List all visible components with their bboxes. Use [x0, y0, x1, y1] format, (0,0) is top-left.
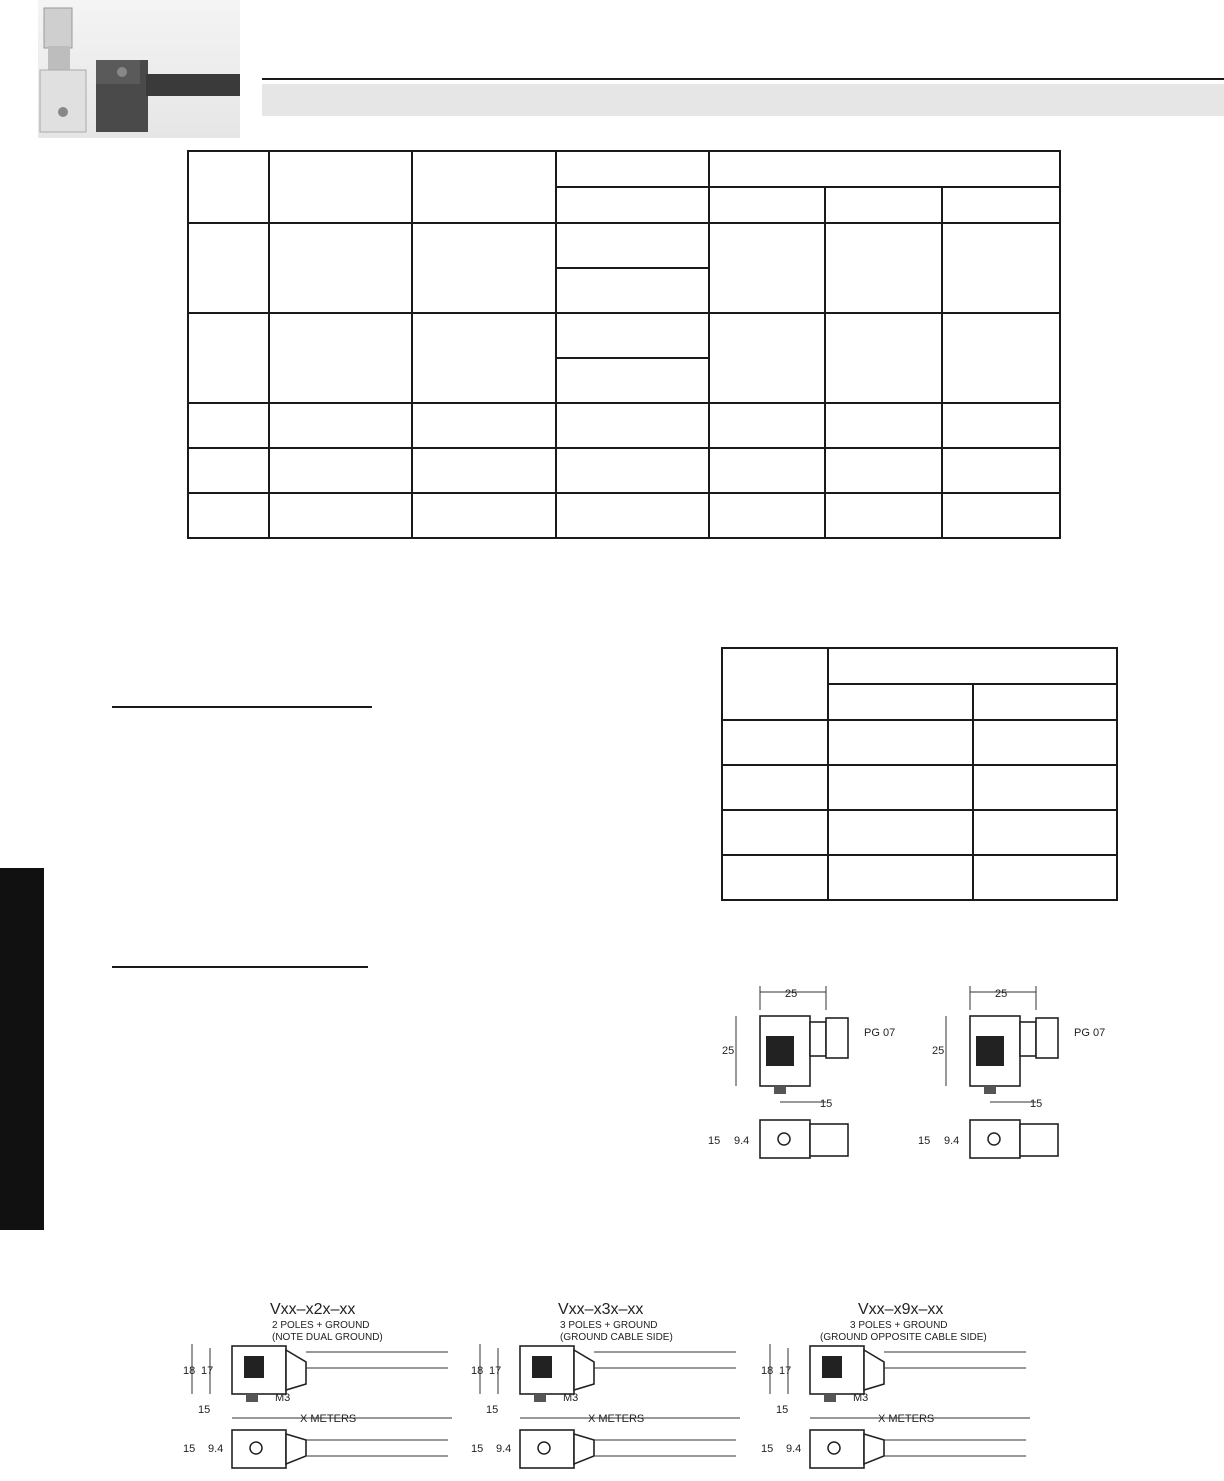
- table-cell: [556, 187, 709, 223]
- table-cell: [556, 268, 709, 313]
- table-cell: [269, 223, 413, 313]
- table-cell: [412, 493, 556, 538]
- dim-base-height: 15: [918, 1135, 931, 1147]
- table-cell: [942, 493, 1060, 538]
- table-cell: [412, 223, 556, 313]
- cable-length: X METERS: [300, 1413, 357, 1425]
- table-cell: [269, 151, 413, 223]
- table-cell: [188, 151, 269, 223]
- table-cell: [722, 648, 828, 720]
- cable-drawing-1: [183, 1301, 452, 1468]
- cable-ground-note: (NOTE DUAL GROUND): [272, 1332, 383, 1343]
- table-cell: [556, 493, 709, 538]
- table-cell: [942, 403, 1060, 448]
- dim-inner: 17: [779, 1365, 792, 1377]
- table-cell: [722, 855, 828, 900]
- cable-drawing-2: [471, 1301, 740, 1468]
- cable-model: Vxx–x9x–xx: [858, 1301, 944, 1318]
- table-cell: [825, 223, 942, 313]
- table-cell: [269, 403, 413, 448]
- cable-length: X METERS: [878, 1413, 935, 1425]
- table-cell: [942, 187, 1060, 223]
- table-row: [722, 648, 1117, 684]
- connector-photo-illustration: [38, 0, 240, 138]
- connector-drawing-2: [918, 986, 1105, 1158]
- dim-base-outer: 15: [761, 1443, 774, 1455]
- screw-label: M3: [275, 1392, 291, 1404]
- thread-label: PG 07: [864, 1027, 896, 1039]
- table-cell: [828, 720, 972, 765]
- cable-ground-note: (GROUND OPPOSITE CABLE SIDE): [820, 1332, 987, 1343]
- dim-base-inner: 9.4: [496, 1443, 512, 1455]
- cable-model: Vxx–x2x–xx: [270, 1301, 356, 1318]
- table-cell: [556, 358, 709, 403]
- dim-height: 25: [722, 1045, 735, 1057]
- dim-inner: 17: [489, 1365, 502, 1377]
- dim-outer: 18: [471, 1365, 484, 1377]
- dim-inner: 17: [201, 1365, 214, 1377]
- table-cell: [828, 810, 972, 855]
- table-cell: [973, 720, 1117, 765]
- table-cell: [556, 151, 709, 187]
- dim-width: 25: [995, 988, 1008, 1000]
- secondary-table: [721, 647, 1118, 901]
- dim-base-inner: 9.4: [944, 1135, 960, 1147]
- cable-poles: 2 POLES + GROUND: [272, 1320, 370, 1331]
- table-row: [188, 223, 1060, 268]
- table-row: [188, 403, 1060, 448]
- dim-outer: 18: [183, 1365, 196, 1377]
- cable-poles: 3 POLES + GROUND: [560, 1320, 658, 1331]
- dim-base-inner: 9.4: [208, 1443, 224, 1455]
- table-cell: [188, 493, 269, 538]
- dim-offset: 15: [1030, 1098, 1043, 1110]
- table-cell: [269, 448, 413, 493]
- table-cell: [709, 151, 1060, 187]
- connector-photo: [38, 0, 240, 138]
- connector-dimension-drawings: [700, 980, 1120, 1180]
- table-cell: [709, 187, 826, 223]
- table-cell: [412, 151, 556, 223]
- section-heading-underline: [112, 966, 368, 968]
- dim-base-inner: 9.4: [786, 1443, 802, 1455]
- table-cell: [825, 448, 942, 493]
- table-cell: [709, 448, 826, 493]
- table-cell: [269, 313, 413, 403]
- table-cell: [825, 187, 942, 223]
- cable-ground-note: (GROUND CABLE SIDE): [560, 1332, 673, 1343]
- table-cell: [556, 448, 709, 493]
- table-cell: [828, 648, 1117, 684]
- table-cell: [412, 313, 556, 403]
- dim-width: 25: [785, 988, 798, 1000]
- table-cell: [942, 223, 1060, 313]
- dim-base-height: 15: [708, 1135, 721, 1147]
- header-band: [262, 84, 1224, 116]
- table-cell: [556, 403, 709, 448]
- screw-label: M3: [853, 1392, 869, 1404]
- cable-poles: 3 POLES + GROUND: [850, 1320, 948, 1331]
- table-cell: [412, 403, 556, 448]
- cable-model: Vxx–x3x–xx: [558, 1301, 644, 1318]
- table-cell: [412, 448, 556, 493]
- table-cell: [188, 403, 269, 448]
- table-row: [722, 810, 1117, 855]
- dim-base-outer: 15: [471, 1443, 484, 1455]
- cable-drawing-3: [761, 1301, 1030, 1468]
- table-cell: [709, 313, 826, 403]
- dim-base-inner: 9.4: [734, 1135, 750, 1147]
- spec-table: [187, 150, 1061, 539]
- table-cell: [709, 223, 826, 313]
- table-cell: [942, 313, 1060, 403]
- table-cell: [828, 855, 972, 900]
- table-row: [188, 313, 1060, 358]
- section-side-tab: [0, 868, 44, 1230]
- table-cell: [828, 684, 972, 720]
- thread-label: PG 07: [1074, 1027, 1106, 1039]
- table-cell: [556, 223, 709, 268]
- table-row: [188, 448, 1060, 493]
- table-row: [722, 765, 1117, 810]
- table-cell: [973, 765, 1117, 810]
- table-cell: [709, 403, 826, 448]
- table-row: [722, 720, 1117, 765]
- table-row: [188, 493, 1060, 538]
- section-heading-underline: [112, 706, 372, 708]
- table-cell: [188, 448, 269, 493]
- table-row: [188, 151, 1060, 187]
- table-cell: [828, 765, 972, 810]
- screw-label: M3: [563, 1392, 579, 1404]
- dim-base-outer: 15: [183, 1443, 196, 1455]
- table-cell: [722, 810, 828, 855]
- table-cell: [722, 720, 828, 765]
- table-cell: [825, 403, 942, 448]
- table-row: [722, 855, 1117, 900]
- table-cell: [556, 313, 709, 358]
- table-cell: [269, 493, 413, 538]
- table-cell: [188, 223, 269, 313]
- table-cell: [188, 313, 269, 403]
- table-cell: [973, 810, 1117, 855]
- dim-height: 25: [932, 1045, 945, 1057]
- table-cell: [825, 493, 942, 538]
- table-cell: [709, 493, 826, 538]
- table-cell: [973, 855, 1117, 900]
- table-cell: [942, 448, 1060, 493]
- dim-offset: 15: [776, 1404, 789, 1416]
- dim-offset: 15: [486, 1404, 499, 1416]
- table-cell: [825, 313, 942, 403]
- table-cell: [973, 684, 1117, 720]
- table-cell: [722, 765, 828, 810]
- cable-dimension-drawings: [160, 1290, 1060, 1480]
- connector-drawing-1: [708, 986, 895, 1158]
- dim-offset: 15: [198, 1404, 211, 1416]
- dim-offset: 15: [820, 1098, 833, 1110]
- cable-length: X METERS: [588, 1413, 645, 1425]
- header-rule: [262, 78, 1224, 80]
- dim-outer: 18: [761, 1365, 774, 1377]
